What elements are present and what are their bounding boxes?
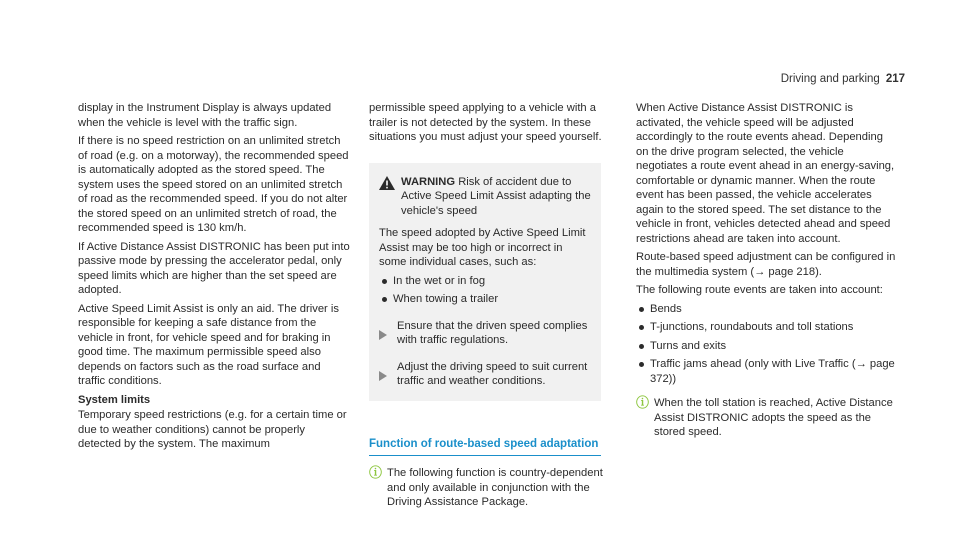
note (636, 396, 896, 440)
warning-box (369, 163, 601, 401)
list-item: When towing a trailer (379, 292, 591, 307)
heading-system-limits: System limits (78, 393, 151, 406)
section-name: Driving and parking (780, 73, 880, 85)
paragraph: If Active Distance Assist DISTRONIC has been put into passive mode by pressing the accelerator pedal, only speed limits which are higher than the set speed are adopted. (78, 240, 350, 296)
paragraph-with-reference[interactable]: Route-based speed adjustment can be configured in the multimedia system (→ page 218). (636, 251, 896, 278)
list-item: Bends (636, 302, 896, 317)
bullet-icon (639, 307, 644, 312)
column-right (636, 101, 896, 440)
paragraph: If there is no speed restriction on an unlimited stretch of road (e.g. on a motorway), the recommended speed is automatically adopted as the stored speed. The system uses the speed stored on an unlimited stretch of road as the recommended speed. If you do not alter the stored speed on an unlimited stretch of road, the recommended speed is 130 km/h. (78, 135, 349, 234)
paragraph: The following route events are taken into account: (636, 284, 883, 296)
list-item: Turns and exits (636, 339, 896, 354)
note (369, 466, 609, 510)
paragraph: Temporary speed restrictions (e.g. for a certain time or due to weather conditions) cannot be properly detected by the system. The maximum (78, 409, 347, 450)
instruction-step: Ensure that the driven speed complies with traffic regulations. (379, 319, 591, 348)
list-item[interactable]: Traffic jams ahead (only with Live Traffic (→ page 372)) (636, 357, 896, 386)
warning-list (379, 274, 591, 307)
list-item: In the wet or in fog (379, 274, 591, 289)
bullet-icon (639, 344, 644, 349)
list-item: T-junctions, roundabouts and toll stations (636, 320, 896, 335)
bullet-icon (639, 362, 644, 367)
note-info-icon: ⓘ (369, 465, 383, 480)
column-left (78, 101, 350, 456)
paragraph: When Active Distance Assist DISTRONIC is activated, the vehicle speed will be adjusted accordingly to the route events ahead. Depending on the drive program selected, the vehicle negotiates a route event ahead in an energy-saving, comfortable or dynamic manner. When the route event has been passed, the vehicle accelerates again to the stored speed. The set distance to the vehicle in front, vehicles detected ahead and speed restrictions ahead are taken into account. (636, 102, 895, 245)
instruction-step: Adjust the driving speed to suit current traffic and weather conditions. (379, 360, 591, 389)
note-text: When the toll station is reached, Active Distance Assist DISTRONIC adopts the speed as the stored speed. (654, 397, 893, 438)
paragraph: Active Speed Limit Assist is only an aid. The driver is responsible for keeping a safe distance from the vehicle in front, for vehicle speed and for braking in good time. The maximum permissible speed also depends on factors such as the road surface and traffic conditions. (78, 302, 339, 387)
route-events-list (636, 302, 896, 387)
note-text: The following function is country-dependent and only available in conjunction with the Driving Assistance Package. (387, 467, 603, 508)
warning-header (379, 175, 591, 219)
bullet-icon (639, 325, 644, 330)
step-arrow-icon (379, 363, 387, 389)
page-header (781, 73, 905, 85)
bullet-icon (382, 279, 387, 284)
warning-triangle-icon (379, 176, 395, 190)
warning-title: Risk of accident due to Active Speed Limit Assist adapting the vehicle's speed (401, 175, 591, 217)
paragraph: display in the Instrument Display is always updated when the vehicle is level with the traffic sign. (78, 102, 332, 129)
step-arrow-icon (379, 322, 387, 348)
section-title: Function of route-based speed adaptation (369, 437, 601, 457)
column-middle (369, 101, 609, 510)
paragraph: permissible speed applying to a vehicle with a trailer is not detected by the system. In these situations you must adjust your speed yourself. (369, 102, 602, 143)
page-number: 217 (885, 73, 905, 85)
warning-label: WARNING (401, 175, 456, 188)
warning-body: The speed adopted by Active Speed Limit Assist may be too high or incorrect in some individual cases, such as: (379, 227, 586, 268)
bullet-icon (382, 297, 387, 302)
note-info-icon: ⓘ (636, 395, 650, 410)
